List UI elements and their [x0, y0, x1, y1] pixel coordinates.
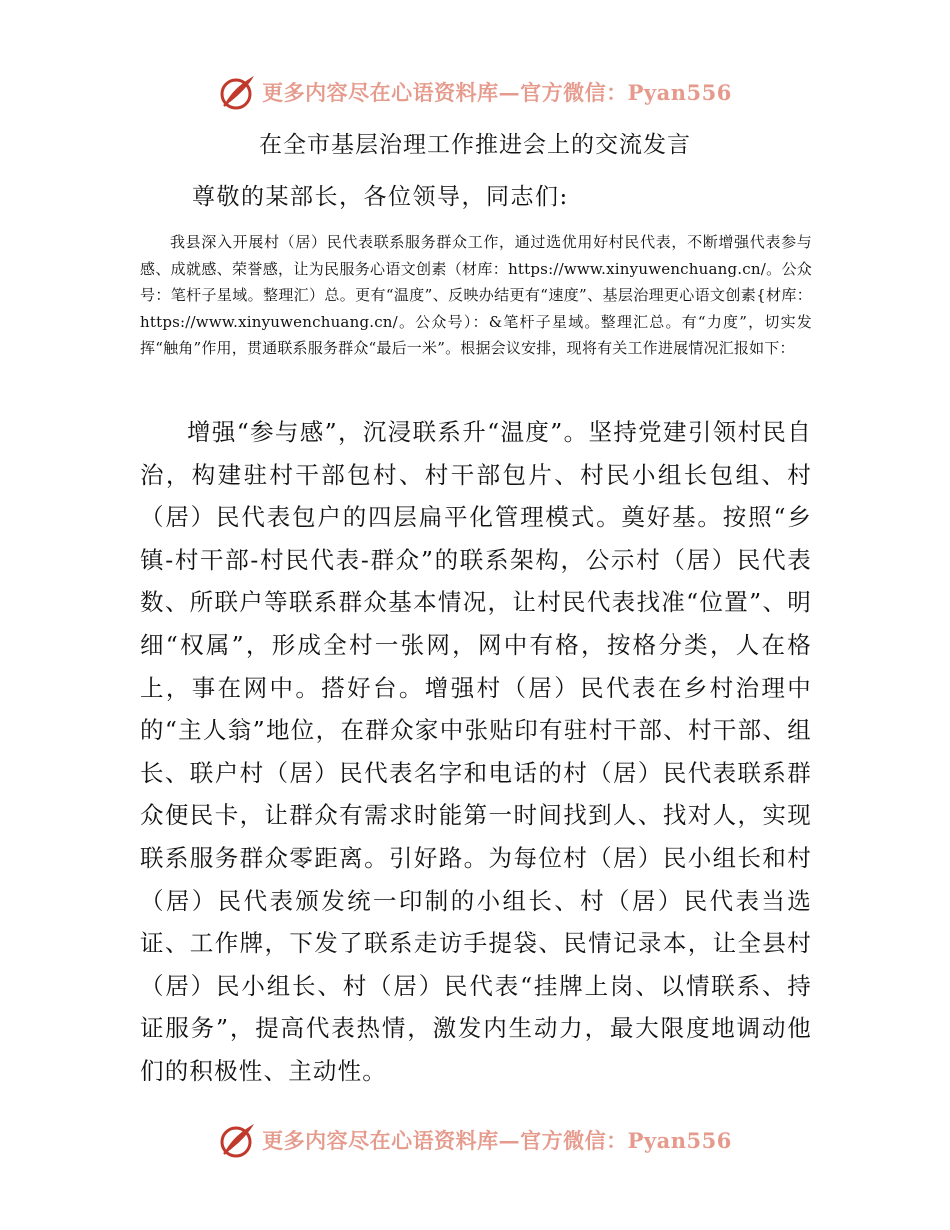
watermark-text: 更多内容尽在心语资料库—官方微信：Pyan556: [262, 80, 732, 105]
quill-logo-icon: [218, 72, 258, 112]
document-title: 在全市基层治理工作推进会上的交流发言: [259, 132, 691, 158]
body-paragraph: 增强“参与感”，沉浸联系升“温度”。坚持党建引领村民自治，构建驻村干部包村、村干部包片、村民小组长包组、村（居）民代表包户的四层扁平化管理模式。奠好基。按照“乡镇-村干部-村民代表-群众”的联系架构，公示村（居）民代表数、所联户等联系群众基本情况，让村民代表找准“位置”、明细“权属”，形成全村一张网，网中有格，按格分类，人在格上，事在网中。搭好台。增强村（居）民代表在乡村治理中的“主人翁”地位，在群众家中张贴印有驻村干部、村干部、组长、联户村（居）民代表名字和电话的村（居）民代表联系群众便民卡，让群众有需求时能第一时间找到人、找对人，实现联系服务群众零距离。引好路。为每位村（居）民小组长和村（居）民代表颁发统一印制的小组长、村（居）民代表当选证、工作牌，下发了联系走访手提袋、民情记录本，让全县村（居）民小组长、村（居）民代表“挂牌上岗、以情联系、持证服务”，提高代表热情，激发内生动力，最大限度地调动他们的积极性、主动性。: [140, 418, 812, 1085]
intro-paragraph: 我县深入开展村（居）民代表联系服务群众工作，通过选优用好村民代表，不断增强代表参与感、成就感、荣誉感，让为民服务心语文创素（材库：https://www.xinyuwenchuang.cn/。公众号：笔杆子星域。整理汇）总。更有“温度”、反映办结更有“速度”、基层治理更心语文创素{材库：https://www.xinyuwenchuang.cn/。公众号）：&笔杆子星域。整理汇总。有“力度”，切实发挥“触角”作用，贯通联系服务群众“最后一米”。根据会议安排，现将有关工作进展情况汇报如下：: [140, 233, 812, 357]
salutation: 尊敬的某部长，各位领导，同志们:: [192, 184, 569, 210]
quill-logo-icon: [218, 1120, 258, 1160]
watermark-text: 更多内容尽在心语资料库—官方微信：Pyan556: [262, 1128, 732, 1153]
header-watermark-banner: [0, 70, 950, 114]
footer-watermark-banner: [0, 1118, 950, 1162]
